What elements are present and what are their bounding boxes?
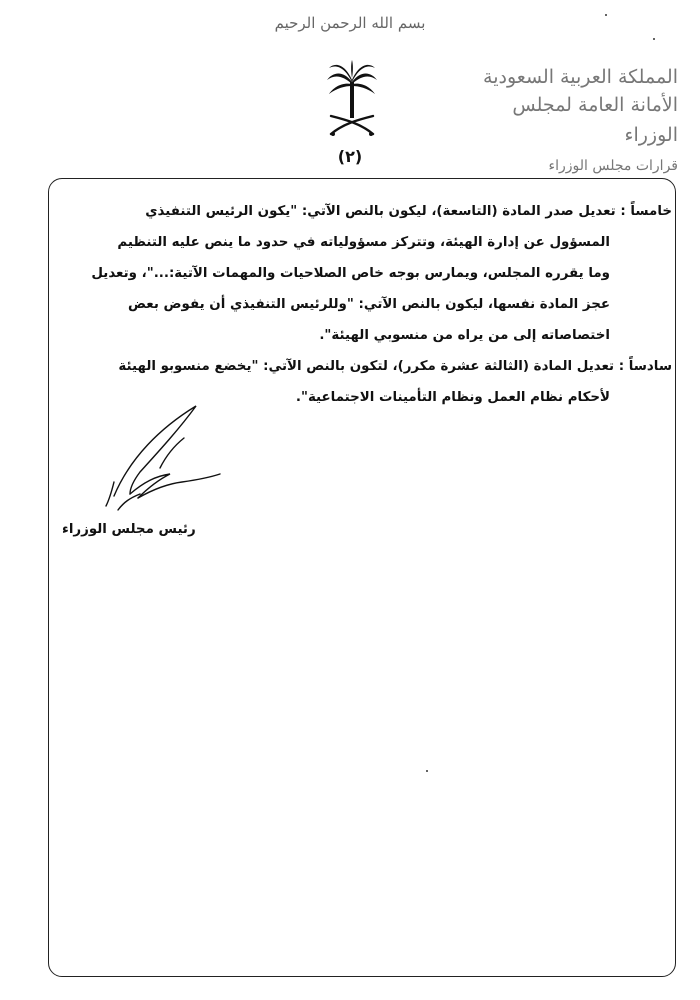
scan-speck xyxy=(426,770,428,772)
item-5-label: خامساً xyxy=(630,204,672,219)
letterhead-country: المملكة العربية السعودية xyxy=(483,66,678,88)
item-5-line-2: المسؤول عن إدارة الهيئة، وتتركز مسؤولياته في حدود ما ينص عليه التنظيم xyxy=(117,235,610,250)
handwritten-signature xyxy=(100,398,240,518)
item-6-line-2: لأحكام نظام العمل ونظام التأمينات الاجتماعية". xyxy=(295,390,610,405)
decision-body xyxy=(60,196,672,413)
saudi-emblem-icon xyxy=(325,60,379,144)
item-5-line-3: وما يقرره المجلس، ويمارس بوجه خاص الصلاحيات والمهمات الآتية:..."، وتعديل xyxy=(91,266,610,281)
item-5 xyxy=(60,196,672,351)
item-5-line-1: : تعديل صدر المادة (التاسعة)، ليكون بالنص الآتي: "يكون الرئيس التنفيذي xyxy=(145,204,626,219)
signer-title: رئيس مجلس الوزراء xyxy=(62,522,196,537)
item-6-line-1: : تعديل المادة (الثالثة عشرة مكرر)، لتكون بالنص الآتي: "يخضع منسوبو الهيئة xyxy=(118,359,625,374)
letterhead-secretariat: الأمانة العامة لمجلس الوزراء xyxy=(512,94,678,146)
scan-speck xyxy=(605,14,607,16)
basmala: بسم الله الرحمن الرحيم xyxy=(274,14,426,32)
page-number: (٢) xyxy=(337,147,363,166)
letterhead xyxy=(478,64,678,176)
item-5-line-4: عجز المادة نفسها، ليكون بالنص الآتي: "وللرئيس التنفيذي أن يفوض بعض xyxy=(128,297,610,312)
letterhead-decisions: قرارات مجلس الوزراء xyxy=(548,158,678,174)
item-5-line-5: اختصاصاته إلى من يراه من منسوبي الهيئة". xyxy=(319,328,610,343)
scan-speck xyxy=(653,38,655,40)
item-6-label: سادساً xyxy=(628,359,672,374)
